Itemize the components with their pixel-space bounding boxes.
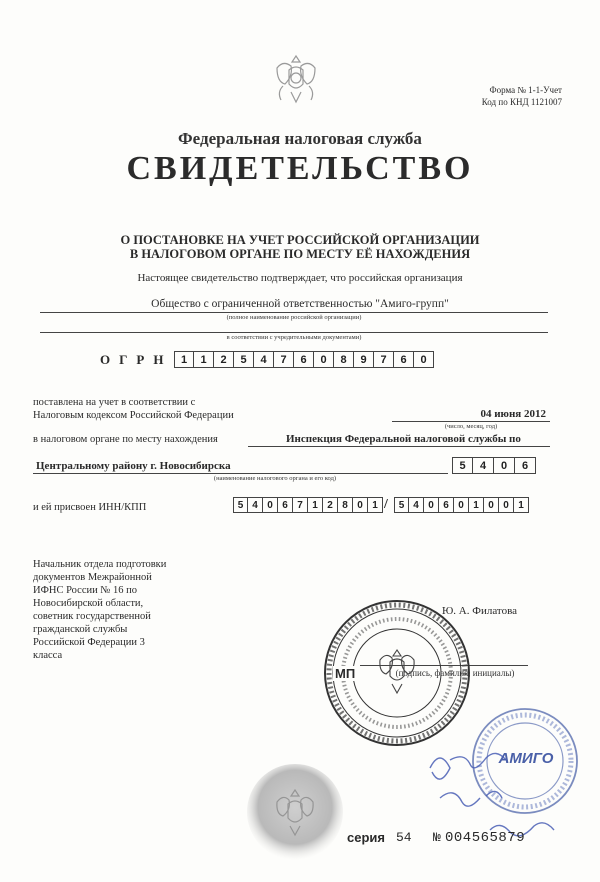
inn-kpp-separator: / [384,497,388,512]
subtitle-line-2: В НАЛОГОВОМ ОРГАНЕ ПО МЕСТУ ЕЁ НАХОЖДЕНИЯ [129,247,471,261]
authority-code-digit-cell: 6 [515,457,536,474]
registration-line-2: Налоговым кодексом Российской Федерации [33,410,234,421]
inn-digit-cell: 5 [233,497,248,513]
inn-digit-cell: 7 [293,497,308,513]
org-docs-hint: в соответствии с учредительными документами) [226,334,362,341]
series-number: 54 [396,830,412,845]
ogrn-label: ОГРН [100,352,173,367]
kpp-digit-cell: 6 [439,497,454,513]
signer-position-line: советник государственной [33,611,151,622]
registration-date: 04 июня 2012 [480,408,546,420]
kpp-digit-cell: 1 [469,497,484,513]
signer-position-line: ИФНС России № 16 по [33,585,138,596]
authority-code-digit-cell: 4 [473,457,494,474]
signer-position-line: гражданской службы [33,624,128,635]
ogrn-digit-cell: 1 [194,351,214,368]
org-docs-underline [40,332,548,333]
inn-digit-cell: 1 [308,497,323,513]
ogrn-digit-cell: 8 [334,351,354,368]
form-number: Форма № 1-1-Учет [489,85,562,95]
signer-position-line: Новосибирской области, [33,598,144,609]
signer-position-line: класса [33,650,63,661]
ogrn-digit-cell: 7 [374,351,394,368]
inn-digit-cell: 8 [338,497,353,513]
authority-part-1: Инспекция Федеральной налоговой службы по [286,433,521,445]
ogrn-digit-cell: 6 [394,351,414,368]
org-name-underline [40,312,548,313]
kpp-digit-cell: 0 [499,497,514,513]
series-label: серия [347,830,385,845]
company-stamp-text: АМИГО [498,750,554,767]
kpp-digit-cell: 0 [484,497,499,513]
form-identifier [482,84,562,108]
authority-hint: (наименование налогового органа и его код) [213,475,337,482]
signer-position-line: документов Межрайонной [33,572,152,583]
certificate-number-sign: № [433,830,441,845]
eagle-emblem-icon [263,46,329,112]
confirm-text: Настоящее свидетельство подтверждает, что российская организация [137,272,463,284]
certificate-number: 004565879 [445,830,526,846]
signer-name: Ю. А. Филатова [442,605,518,617]
signer-position-line: Начальник отдела подготовки [33,559,167,570]
inn-kpp-label: и ей присвоен ИНН/КПП [33,502,147,513]
date-hint: (число, месяц, год) [444,423,498,430]
org-name-hint: (полное наименование российской организации) [226,314,362,321]
subtitle-line-1: О ПОСТАНОВКЕ НА УЧЕТ РОССИЙСКОЙ ОРГАНИЗАЦИИ [120,233,480,247]
inn-digit-cell: 1 [368,497,383,513]
embossed-seal-icon [245,762,345,862]
kpp-digit-cell: 0 [424,497,439,513]
inn-digit-cell: 2 [323,497,338,513]
registration-line-1: поставлена на учет в соответствии с [33,397,196,408]
authority-code-digit-cell: 0 [494,457,515,474]
inn-digit-cell: 4 [248,497,263,513]
authority-underline-2 [33,473,448,474]
inn-digit-cell: 6 [278,497,293,513]
mp-mark: МП [335,666,356,681]
ogrn-digit-cell: 2 [214,351,234,368]
document-subtitle [0,233,600,261]
ogrn-digit-cell: 4 [254,351,274,368]
authority-underline-1 [248,446,550,447]
place-label: в налоговом органе по месту нахождения [33,434,218,445]
knd-code: Код по КНД 1121007 [481,97,562,107]
ogrn-digit-cell: 6 [294,351,314,368]
document-title: СВИДЕТЕЛЬСТВО [126,150,474,187]
authority-code-cells [452,457,536,474]
authority-code-digit-cell: 5 [452,457,473,474]
kpp-digit-cell: 1 [514,497,529,513]
ogrn-digit-cell: 0 [314,351,334,368]
ogrn-digit-cell: 5 [234,351,254,368]
inn-cells [233,497,383,513]
authority-part-2: Центральному району г. Новосибирска [36,460,231,472]
registration-text [33,396,234,422]
agency-name: Федеральная налоговая служба [178,129,422,148]
ogrn-digit-cell: 0 [414,351,434,368]
kpp-digit-cell: 0 [454,497,469,513]
ogrn-digit-cell: 9 [354,351,374,368]
kpp-digit-cell: 5 [394,497,409,513]
signer-position-line: Российской Федерации 3 [33,637,145,648]
organization-name: Общество с ограниченной ответственностью "Амиго-групп" [151,298,449,310]
signer-position [33,558,198,662]
kpp-digit-cell: 4 [409,497,424,513]
ogrn-digit-cell: 7 [274,351,294,368]
sign-hint: (подпись, фамилия, инициалы) [395,668,515,678]
ogrn-cells [174,351,434,368]
ogrn-digit-cell: 1 [174,351,194,368]
kpp-cells [394,497,529,513]
date-underline [392,421,550,422]
inn-digit-cell: 0 [263,497,278,513]
inn-digit-cell: 0 [353,497,368,513]
